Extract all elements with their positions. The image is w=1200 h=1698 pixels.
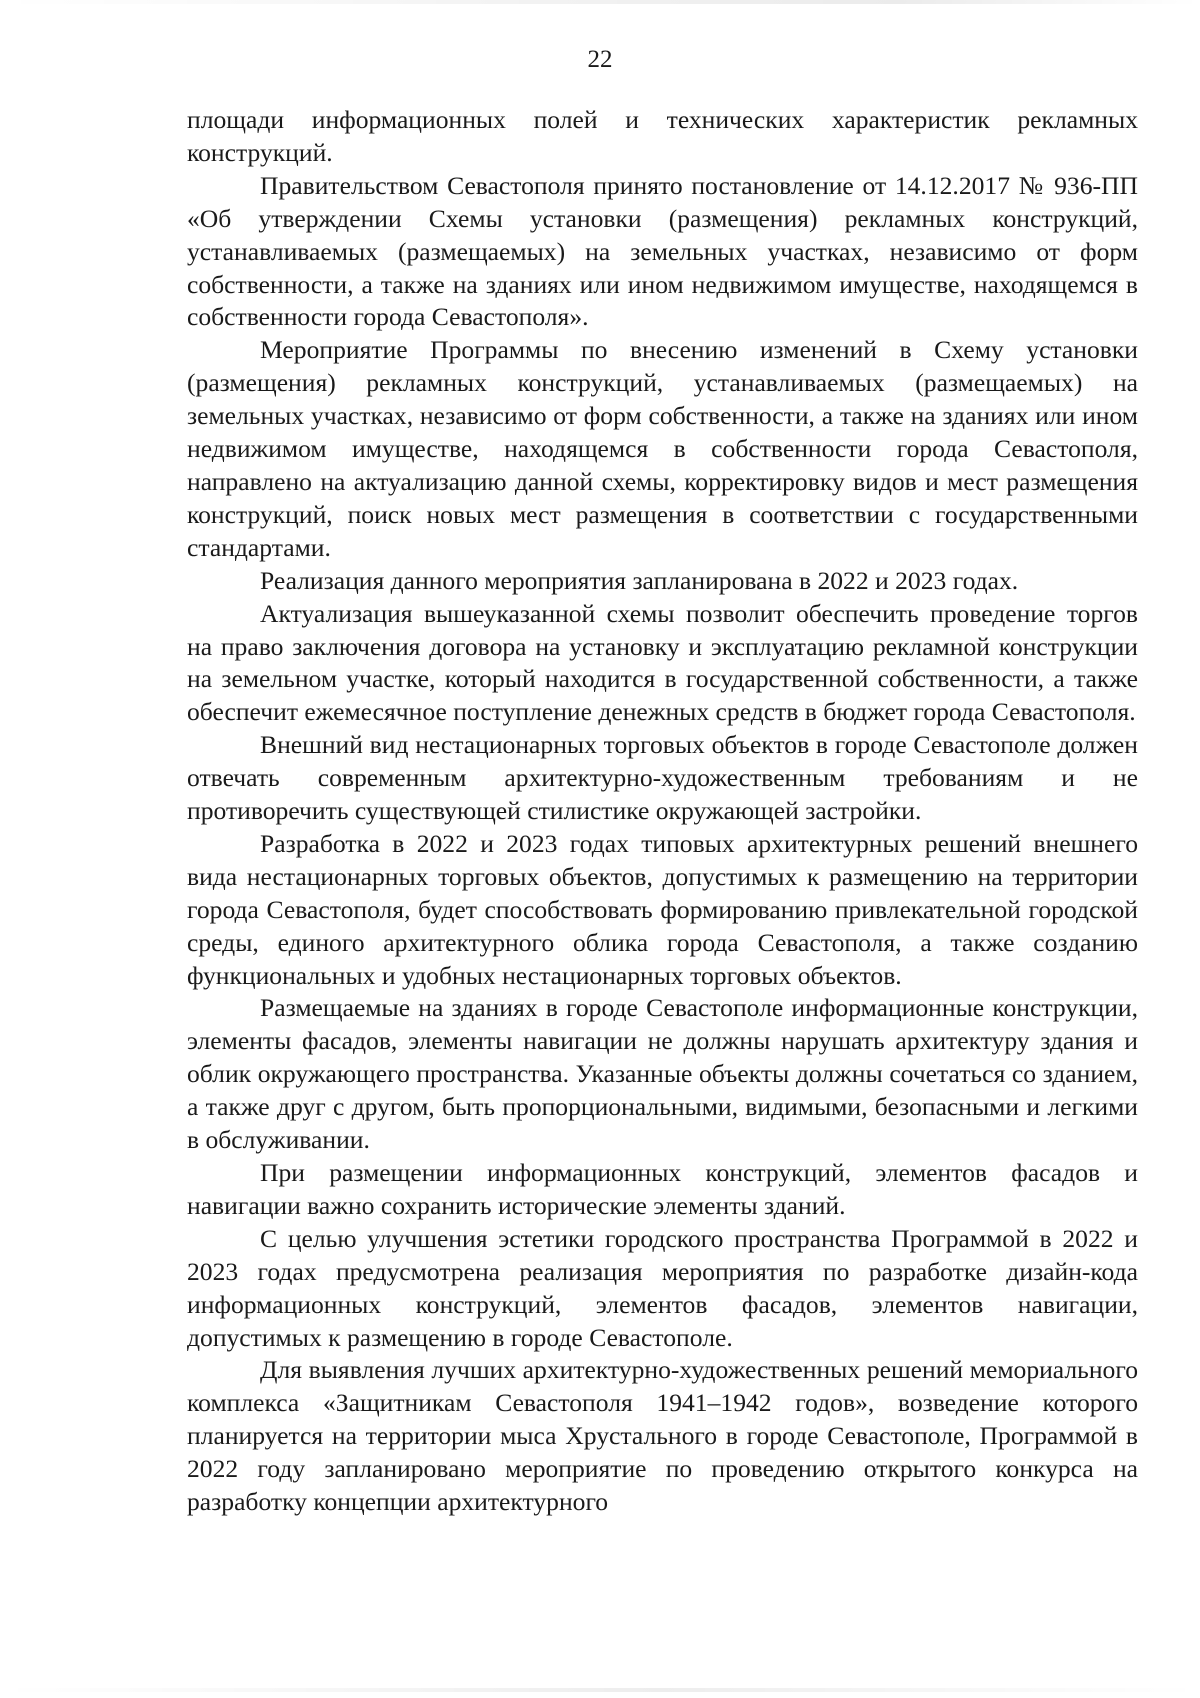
- paragraph: Внешний вид нестационарных торговых объектов в городе Севастополе должен отвечать современным архитектурно-художественным требованиям и не противоречить существующей стилистике окружающей застройки.: [187, 730, 1138, 826]
- document-body: [187, 104, 1138, 1519]
- paragraph: Для выявления лучших архитектурно-художественных решений мемориального комплекса «Защитникам Севастополя 1941–1942 годов», возведение которого планируется на территории мыса Хрустального в городе Севастополе, Программой в 2022 году запланировано мероприятие по проведению открытого конкурса на разработку концепции архитектурного: [187, 1355, 1138, 1517]
- paragraph: Актуализация вышеуказанной схемы позволит обеспечить проведение торгов на право заключения договора на установку и эксплуатацию рекламной конструкции на земельном участке, который находится в государственной собственности, а также обеспечит ежемесячное поступление денежных средств в бюджет города Севастополя.: [187, 598, 1138, 727]
- scan-edge-top: [0, 0, 1200, 4]
- scan-edge-bottom: [0, 1688, 1200, 1692]
- paragraph: С целью улучшения эстетики городского пространства Программой в 2022 и 2023 годах предусмотрена реализация мероприятия по разработке дизайн-кода информационных конструкций, элементов фасадов, элементов навигации, допустимых к размещению в городе Севастополе.: [187, 1223, 1138, 1352]
- paragraph: Правительством Севастополя принято постановление от 14.12.2017 № 936-ПП «Об утверждении Схемы установки (размещения) рекламных конструкций, устанавливаемых (размещаемых) на земельных участках, независимо от форм собственности, а также на зданиях или ином недвижимом имуществе, находящемся в собственности города Севастополя».: [187, 170, 1138, 332]
- paragraph: При размещении информационных конструкций, элементов фасадов и навигации важно сохранить исторические элементы зданий.: [187, 1158, 1138, 1220]
- paragraph: Реализация данного мероприятия запланирована в 2022 и 2023 годах.: [260, 565, 1019, 595]
- paragraph: Мероприятие Программы по внесению изменений в Схему установки (размещения) рекламных конструкций, устанавливаемых (размещаемых) на земельных участках, независимо от форм собственности, а также на зданиях или ином недвижимом имуществе, находящемся в собственности города Севастополя, направлено на актуализацию данной схемы, корректировку видов и мест размещения конструкций, поиск новых мест размещения в соответствии с государственными стандартами.: [187, 335, 1138, 562]
- paragraph: площади информационных полей и технических характеристик рекламных конструкций.: [187, 105, 1138, 167]
- page-number: 22: [587, 46, 613, 73]
- paragraph: Разработка в 2022 и 2023 годах типовых архитектурных решений внешнего вида нестационарных торговых объектов, допустимых к размещению на территории города Севастополя, будет способствовать формированию привлекательной городской среды, единого архитектурного облика города Севастополя, а также созданию функциональных и удобных нестационарных торговых объектов.: [187, 828, 1138, 990]
- paragraph: Размещаемые на зданиях в городе Севастополе информационные конструкции, элементы фасадов, элементы навигации не должны нарушать архитектуру здания и облик окружающего пространства. Указанные объекты должны сочетаться со зданием, а также друг с другом, быть пропорциональными, видимыми, безопасными и легкими в обслуживании.: [187, 993, 1138, 1155]
